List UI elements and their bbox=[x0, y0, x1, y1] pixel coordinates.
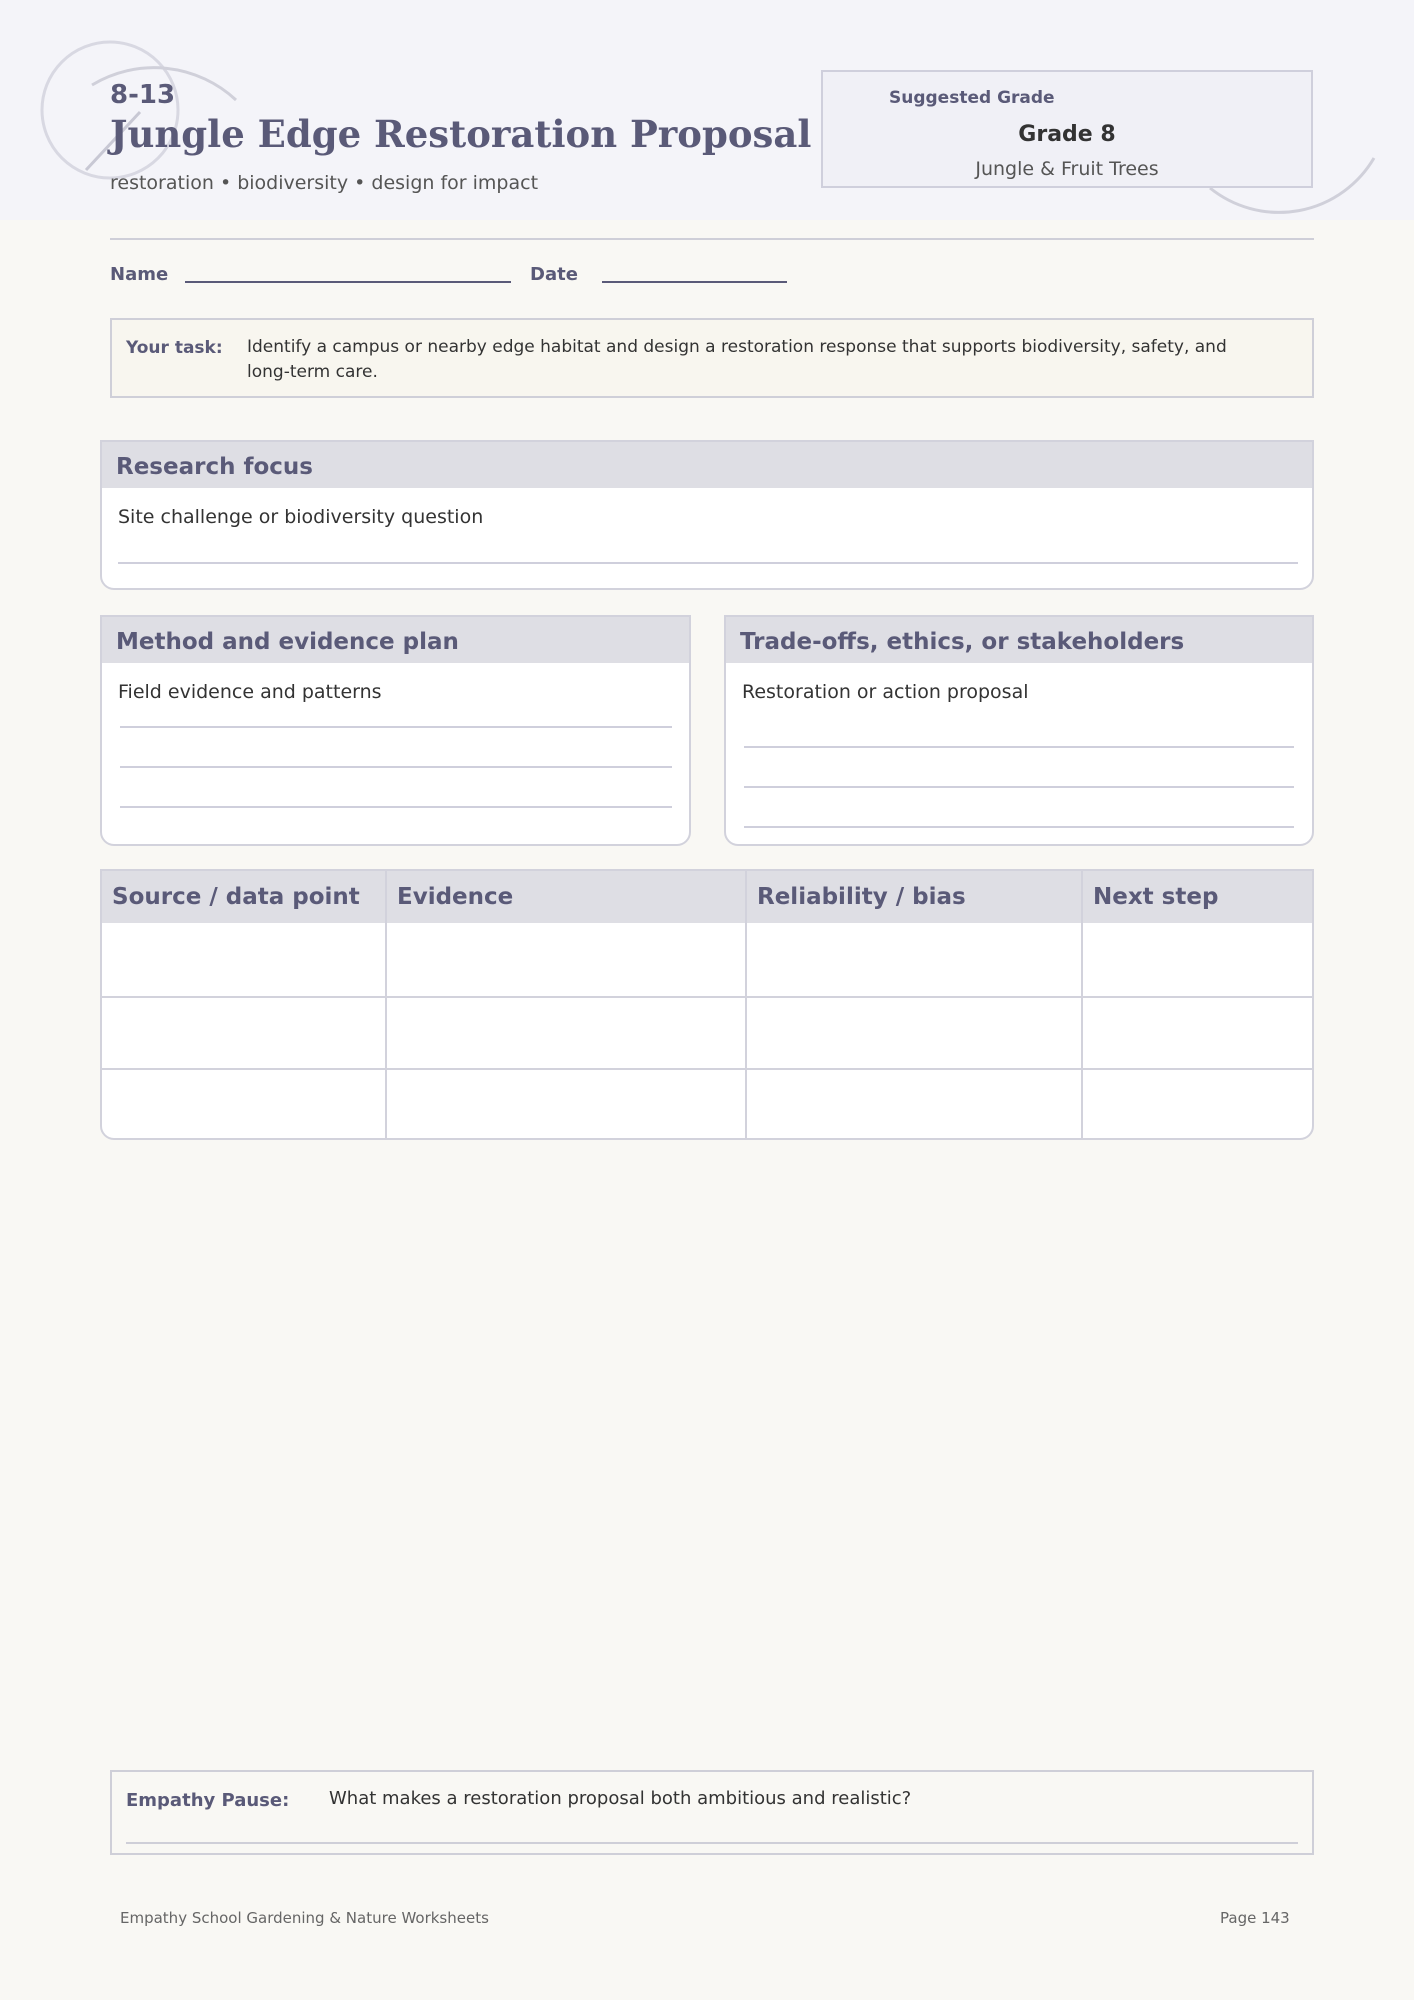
empathy-pause-label: Empathy Pause: bbox=[126, 1790, 290, 1811]
method-heading: Method and evidence plan bbox=[102, 617, 689, 663]
method-writing-line[interactable] bbox=[120, 726, 672, 728]
research-focus-prompt: Site challenge or biodiversity question bbox=[118, 506, 484, 528]
date-field[interactable] bbox=[602, 281, 787, 283]
evidence-table bbox=[100, 869, 1314, 1140]
header-divider bbox=[110, 238, 1314, 240]
empathy-pause-question: What makes a restoration proposal both ambitious and realistic? bbox=[329, 1788, 912, 1809]
tradeoffs-writing-line[interactable] bbox=[744, 746, 1294, 748]
table-cell[interactable] bbox=[102, 998, 385, 1068]
research-focus-panel bbox=[100, 440, 1314, 590]
task-text: Identify a campus or nearby edge habitat and design a restoration response that supports biodiversity, safety, and long-term care. bbox=[247, 337, 1227, 382]
page-subtitle: restoration • biodiversity • design for impact bbox=[110, 172, 539, 194]
page-title: Jungle Edge Restoration Proposal bbox=[110, 112, 812, 156]
date-label: Date bbox=[530, 264, 578, 285]
tradeoffs-prompt: Restoration or action proposal bbox=[742, 681, 1029, 703]
column-header-next-step: Next step bbox=[1083, 871, 1314, 923]
table-cell[interactable] bbox=[1083, 998, 1314, 1068]
table-cell[interactable] bbox=[1083, 1070, 1314, 1140]
name-label: Name bbox=[110, 264, 169, 285]
method-writing-line[interactable] bbox=[120, 806, 672, 808]
tradeoffs-panel bbox=[724, 615, 1314, 846]
suggested-grade-label: Suggested Grade bbox=[889, 88, 1055, 108]
tradeoffs-writing-line[interactable] bbox=[744, 786, 1294, 788]
table-cell[interactable] bbox=[387, 998, 745, 1068]
footer-series-title: Empathy School Gardening & Nature Worksheets bbox=[120, 1909, 489, 1927]
table-cell[interactable] bbox=[747, 923, 1081, 996]
table-cell[interactable] bbox=[387, 1070, 745, 1140]
empathy-pause-box bbox=[110, 1770, 1314, 1855]
tradeoffs-writing-line[interactable] bbox=[744, 826, 1294, 828]
research-focus-heading: Research focus bbox=[102, 442, 1312, 488]
method-writing-line[interactable] bbox=[120, 766, 672, 768]
table-cell[interactable] bbox=[1083, 923, 1314, 996]
page-number: Page 143 bbox=[1220, 1909, 1290, 1927]
name-field[interactable] bbox=[185, 281, 511, 283]
column-header-evidence: Evidence bbox=[387, 871, 747, 923]
tradeoffs-heading: Trade-offs, ethics, or stakeholders bbox=[726, 617, 1312, 663]
column-header-source: Source / data point bbox=[102, 871, 387, 923]
method-panel bbox=[100, 615, 691, 846]
empathy-writing-line[interactable] bbox=[126, 1842, 1298, 1844]
task-label: Your task: bbox=[126, 338, 223, 358]
research-writing-line[interactable] bbox=[118, 562, 1298, 564]
method-prompt: Field evidence and patterns bbox=[118, 681, 382, 703]
suggested-grade-box bbox=[821, 70, 1313, 188]
table-cell[interactable] bbox=[747, 998, 1081, 1068]
grade-range: 8-13 bbox=[110, 80, 176, 110]
table-cell[interactable] bbox=[747, 1070, 1081, 1140]
table-cell[interactable] bbox=[102, 1070, 385, 1140]
column-header-reliability: Reliability / bias bbox=[747, 871, 1083, 923]
table-cell[interactable] bbox=[387, 923, 745, 996]
suggested-grade-value: Grade 8 bbox=[1018, 122, 1116, 147]
table-cell[interactable] bbox=[102, 923, 385, 996]
task-box bbox=[110, 318, 1314, 398]
worksheet-theme: Jungle & Fruit Trees bbox=[975, 158, 1159, 180]
